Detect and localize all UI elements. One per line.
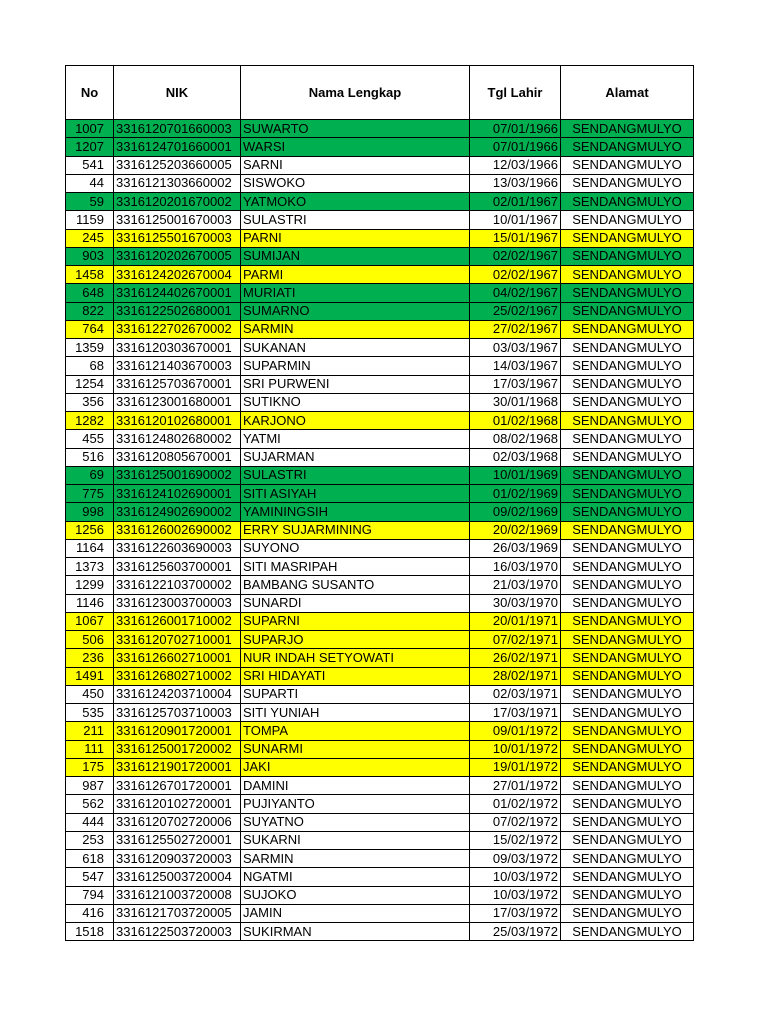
table-row (66, 558, 694, 576)
table-row (66, 685, 694, 703)
cell-alamat: SENDANGMULYO (561, 722, 694, 740)
cell-tgl-lahir: 26/03/1969 (470, 539, 561, 557)
cell-tgl-lahir: 16/03/1970 (470, 558, 561, 576)
cell-nama: SISWOKO (241, 174, 470, 192)
cell-nik: 3316122603690003 (114, 539, 241, 557)
cell-alamat: SENDANGMULYO (561, 594, 694, 612)
cell-no: 822 (66, 302, 114, 320)
cell-nama: BAMBANG SUSANTO (241, 576, 470, 594)
cell-alamat: SENDANGMULYO (561, 539, 694, 557)
table-row (66, 503, 694, 521)
cell-nik: 3316120102720001 (114, 795, 241, 813)
cell-tgl-lahir: 07/02/1972 (470, 813, 561, 831)
cell-nik: 3316125501670003 (114, 229, 241, 247)
cell-no: 111 (66, 740, 114, 758)
cell-tgl-lahir: 01/02/1968 (470, 412, 561, 430)
cell-nama: SUKARNI (241, 831, 470, 849)
cell-alamat: SENDANGMULYO (561, 503, 694, 521)
cell-tgl-lahir: 12/03/1966 (470, 156, 561, 174)
cell-alamat: SENDANGMULYO (561, 667, 694, 685)
cell-no: 1067 (66, 612, 114, 630)
cell-alamat: SENDANGMULYO (561, 412, 694, 430)
header-tgl-lahir: Tgl Lahir (470, 66, 561, 120)
cell-alamat: SENDANGMULYO (561, 174, 694, 192)
cell-nik: 3316120805670001 (114, 448, 241, 466)
cell-tgl-lahir: 27/02/1967 (470, 320, 561, 338)
table-row (66, 612, 694, 630)
cell-alamat: SENDANGMULYO (561, 339, 694, 357)
cell-alamat: SENDANGMULYO (561, 138, 694, 156)
cell-nik: 3316124802680002 (114, 430, 241, 448)
cell-nik: 3316120701660003 (114, 120, 241, 138)
cell-nik: 3316125003720004 (114, 868, 241, 886)
cell-alamat: SENDANGMULYO (561, 631, 694, 649)
cell-tgl-lahir: 17/03/1971 (470, 704, 561, 722)
cell-tgl-lahir: 07/01/1966 (470, 120, 561, 138)
table-row (66, 740, 694, 758)
cell-no: 444 (66, 813, 114, 831)
cell-no: 236 (66, 649, 114, 667)
cell-tgl-lahir: 19/01/1972 (470, 758, 561, 776)
cell-nama: SARMIN (241, 320, 470, 338)
cell-alamat: SENDANGMULYO (561, 850, 694, 868)
table-row (66, 448, 694, 466)
table-row (66, 539, 694, 557)
cell-tgl-lahir: 15/01/1967 (470, 229, 561, 247)
cell-alamat: SENDANGMULYO (561, 393, 694, 411)
cell-alamat: SENDANGMULYO (561, 302, 694, 320)
cell-no: 253 (66, 831, 114, 849)
cell-alamat: SENDANGMULYO (561, 193, 694, 211)
cell-alamat: SENDANGMULYO (561, 813, 694, 831)
cell-nama: JAKI (241, 758, 470, 776)
table-row (66, 302, 694, 320)
cell-no: 175 (66, 758, 114, 776)
cell-tgl-lahir: 02/01/1967 (470, 193, 561, 211)
cell-no: 998 (66, 503, 114, 521)
cell-no: 1282 (66, 412, 114, 430)
cell-nama: SARMIN (241, 850, 470, 868)
cell-nama: PARMI (241, 266, 470, 284)
cell-nik: 3316120201670002 (114, 193, 241, 211)
cell-no: 1007 (66, 120, 114, 138)
cell-nik: 3316120903720003 (114, 850, 241, 868)
cell-alamat: SENDANGMULYO (561, 777, 694, 795)
cell-nik: 3316123001680001 (114, 393, 241, 411)
cell-nama: WARSI (241, 138, 470, 156)
cell-no: 1146 (66, 594, 114, 612)
cell-nik: 3316121403670003 (114, 357, 241, 375)
cell-tgl-lahir: 01/02/1969 (470, 485, 561, 503)
table-row (66, 813, 694, 831)
cell-no: 764 (66, 320, 114, 338)
cell-tgl-lahir: 10/01/1967 (470, 211, 561, 229)
cell-nama: SITI YUNIAH (241, 704, 470, 722)
cell-no: 1491 (66, 667, 114, 685)
cell-nik: 3316124203710004 (114, 685, 241, 703)
cell-no: 1299 (66, 576, 114, 594)
cell-nik: 3316122502680001 (114, 302, 241, 320)
table-row (66, 284, 694, 302)
cell-nama: SUMARNO (241, 302, 470, 320)
cell-alamat: SENDANGMULYO (561, 868, 694, 886)
cell-nama: ERRY SUJARMINING (241, 521, 470, 539)
cell-nama: KARJONO (241, 412, 470, 430)
cell-alamat: SENDANGMULYO (561, 795, 694, 813)
cell-tgl-lahir: 13/03/1966 (470, 174, 561, 192)
table-row (66, 904, 694, 922)
cell-nik: 3316126602710001 (114, 649, 241, 667)
cell-no: 987 (66, 777, 114, 795)
cell-no: 450 (66, 685, 114, 703)
cell-alamat: SENDANGMULYO (561, 558, 694, 576)
cell-tgl-lahir: 02/03/1968 (470, 448, 561, 466)
cell-alamat: SENDANGMULYO (561, 120, 694, 138)
cell-nama: SUNARMI (241, 740, 470, 758)
cell-tgl-lahir: 30/03/1970 (470, 594, 561, 612)
table-row (66, 120, 694, 138)
cell-nama: SULASTRI (241, 466, 470, 484)
table-row (66, 339, 694, 357)
cell-nama: NGATMI (241, 868, 470, 886)
cell-nik: 3316125001720002 (114, 740, 241, 758)
table-row (66, 466, 694, 484)
cell-nik: 3316120303670001 (114, 339, 241, 357)
cell-tgl-lahir: 07/02/1971 (470, 631, 561, 649)
header-nik: NIK (114, 66, 241, 120)
cell-alamat: SENDANGMULYO (561, 831, 694, 849)
cell-alamat: SENDANGMULYO (561, 904, 694, 922)
table-row (66, 393, 694, 411)
table-row (66, 357, 694, 375)
table-row (66, 375, 694, 393)
table-row (66, 521, 694, 539)
cell-no: 69 (66, 466, 114, 484)
cell-no: 1256 (66, 521, 114, 539)
cell-nama: SUYATNO (241, 813, 470, 831)
residents-table (65, 65, 694, 941)
cell-nama: TOMPA (241, 722, 470, 740)
cell-alamat: SENDANGMULYO (561, 229, 694, 247)
cell-nama: SITI MASRIPAH (241, 558, 470, 576)
cell-tgl-lahir: 27/01/1972 (470, 777, 561, 795)
cell-tgl-lahir: 26/02/1971 (470, 649, 561, 667)
cell-no: 59 (66, 193, 114, 211)
cell-no: 1207 (66, 138, 114, 156)
cell-tgl-lahir: 09/02/1969 (470, 503, 561, 521)
table-row (66, 156, 694, 174)
cell-tgl-lahir: 21/03/1970 (470, 576, 561, 594)
cell-nik: 3316125703670001 (114, 375, 241, 393)
cell-no: 455 (66, 430, 114, 448)
cell-nik: 3316124202670004 (114, 266, 241, 284)
header-row (66, 66, 694, 120)
cell-alamat: SENDANGMULYO (561, 357, 694, 375)
cell-no: 1458 (66, 266, 114, 284)
cell-tgl-lahir: 07/01/1966 (470, 138, 561, 156)
cell-nik: 3316125502720001 (114, 831, 241, 849)
cell-nik: 3316120901720001 (114, 722, 241, 740)
cell-tgl-lahir: 09/01/1972 (470, 722, 561, 740)
cell-tgl-lahir: 20/02/1969 (470, 521, 561, 539)
cell-alamat: SENDANGMULYO (561, 485, 694, 503)
table-body (66, 120, 694, 941)
cell-no: 648 (66, 284, 114, 302)
table-row (66, 594, 694, 612)
cell-alamat: SENDANGMULYO (561, 430, 694, 448)
cell-nik: 3316125603700001 (114, 558, 241, 576)
table-row (66, 868, 694, 886)
cell-no: 903 (66, 247, 114, 265)
cell-nama: SARNI (241, 156, 470, 174)
cell-alamat: SENDANGMULYO (561, 923, 694, 941)
cell-tgl-lahir: 17/03/1967 (470, 375, 561, 393)
cell-no: 794 (66, 886, 114, 904)
cell-nik: 3316122503720003 (114, 923, 241, 941)
cell-tgl-lahir: 02/02/1967 (470, 247, 561, 265)
table-row (66, 430, 694, 448)
table-row (66, 266, 694, 284)
cell-nik: 3316126001710002 (114, 612, 241, 630)
cell-no: 1254 (66, 375, 114, 393)
cell-alamat: SENDANGMULYO (561, 448, 694, 466)
cell-no: 356 (66, 393, 114, 411)
table-row (66, 667, 694, 685)
cell-tgl-lahir: 10/03/1972 (470, 886, 561, 904)
cell-nik: 3316125001690002 (114, 466, 241, 484)
cell-nama: SUPARJO (241, 631, 470, 649)
table-row (66, 211, 694, 229)
cell-nama: SUKANAN (241, 339, 470, 357)
cell-no: 516 (66, 448, 114, 466)
header-no: No (66, 66, 114, 120)
cell-nik: 3316126002690002 (114, 521, 241, 539)
cell-no: 245 (66, 229, 114, 247)
cell-nama: SUJOKO (241, 886, 470, 904)
table-row (66, 850, 694, 868)
cell-nama: SUWARTO (241, 120, 470, 138)
cell-nik: 3316126802710002 (114, 667, 241, 685)
table-row (66, 631, 694, 649)
cell-no: 541 (66, 156, 114, 174)
cell-nik: 3316122103700002 (114, 576, 241, 594)
table-row (66, 247, 694, 265)
cell-alamat: SENDANGMULYO (561, 375, 694, 393)
cell-tgl-lahir: 10/01/1969 (470, 466, 561, 484)
cell-nama: SRI HIDAYATI (241, 667, 470, 685)
table-row (66, 722, 694, 740)
table-header (66, 66, 694, 120)
cell-tgl-lahir: 25/03/1972 (470, 923, 561, 941)
cell-nama: SUPARNI (241, 612, 470, 630)
cell-nik: 3316125203660005 (114, 156, 241, 174)
cell-nama: SUJARMAN (241, 448, 470, 466)
header-nama-lengkap: Nama Lengkap (241, 66, 470, 120)
cell-tgl-lahir: 30/01/1968 (470, 393, 561, 411)
cell-no: 1518 (66, 923, 114, 941)
cell-nama: PUJIYANTO (241, 795, 470, 813)
cell-nik: 3316125703710003 (114, 704, 241, 722)
cell-no: 1164 (66, 539, 114, 557)
cell-nik: 3316120202670005 (114, 247, 241, 265)
cell-nama: JAMIN (241, 904, 470, 922)
cell-nik: 3316120102680001 (114, 412, 241, 430)
cell-nik: 3316124102690001 (114, 485, 241, 503)
cell-nama: SUMIJAN (241, 247, 470, 265)
cell-no: 618 (66, 850, 114, 868)
table-row (66, 923, 694, 941)
cell-nama: YAMININGSIH (241, 503, 470, 521)
cell-nik: 3316120702710001 (114, 631, 241, 649)
table-row (66, 777, 694, 795)
cell-tgl-lahir: 02/02/1967 (470, 266, 561, 284)
cell-nama: YATMOKO (241, 193, 470, 211)
cell-nama: SUNARDI (241, 594, 470, 612)
cell-no: 1373 (66, 558, 114, 576)
cell-alamat: SENDANGMULYO (561, 886, 694, 904)
cell-nama: PARNI (241, 229, 470, 247)
cell-no: 68 (66, 357, 114, 375)
cell-tgl-lahir: 25/02/1967 (470, 302, 561, 320)
header-alamat: Alamat (561, 66, 694, 120)
cell-tgl-lahir: 01/02/1972 (470, 795, 561, 813)
cell-alamat: SENDANGMULYO (561, 247, 694, 265)
cell-no: 211 (66, 722, 114, 740)
table-row (66, 576, 694, 594)
cell-no: 1359 (66, 339, 114, 357)
cell-no: 535 (66, 704, 114, 722)
cell-nik: 3316124902690002 (114, 503, 241, 521)
cell-nik: 3316124402670001 (114, 284, 241, 302)
cell-no: 562 (66, 795, 114, 813)
table-row (66, 485, 694, 503)
cell-nik: 3316123003700003 (114, 594, 241, 612)
cell-tgl-lahir: 15/02/1972 (470, 831, 561, 849)
cell-nama: SRI PURWENI (241, 375, 470, 393)
cell-no: 44 (66, 174, 114, 192)
cell-nik: 3316121003720008 (114, 886, 241, 904)
cell-nik: 3316122702670002 (114, 320, 241, 338)
cell-nama: SUYONO (241, 539, 470, 557)
cell-alamat: SENDANGMULYO (561, 521, 694, 539)
cell-nik: 3316124701660001 (114, 138, 241, 156)
table-row (66, 412, 694, 430)
table-row (66, 138, 694, 156)
table-row (66, 174, 694, 192)
cell-nik: 3316125001670003 (114, 211, 241, 229)
table-row (66, 886, 694, 904)
cell-alamat: SENDANGMULYO (561, 612, 694, 630)
cell-nama: SUPARMIN (241, 357, 470, 375)
cell-alamat: SENDANGMULYO (561, 266, 694, 284)
cell-alamat: SENDANGMULYO (561, 649, 694, 667)
cell-alamat: SENDANGMULYO (561, 156, 694, 174)
cell-tgl-lahir: 08/02/1968 (470, 430, 561, 448)
cell-no: 547 (66, 868, 114, 886)
table-row (66, 229, 694, 247)
cell-no: 416 (66, 904, 114, 922)
cell-nama: SULASTRI (241, 211, 470, 229)
cell-tgl-lahir: 03/03/1967 (470, 339, 561, 357)
table-row (66, 193, 694, 211)
cell-nama: YATMI (241, 430, 470, 448)
cell-nama: SUPARTI (241, 685, 470, 703)
cell-alamat: SENDANGMULYO (561, 284, 694, 302)
cell-nama: SUKIRMAN (241, 923, 470, 941)
cell-nik: 3316121303660002 (114, 174, 241, 192)
cell-nik: 3316126701720001 (114, 777, 241, 795)
cell-tgl-lahir: 04/02/1967 (470, 284, 561, 302)
cell-tgl-lahir: 14/03/1967 (470, 357, 561, 375)
cell-nama: NUR INDAH SETYOWATI (241, 649, 470, 667)
cell-nik: 3316121901720001 (114, 758, 241, 776)
table-row (66, 649, 694, 667)
cell-tgl-lahir: 17/03/1972 (470, 904, 561, 922)
table-row (66, 831, 694, 849)
cell-alamat: SENDANGMULYO (561, 211, 694, 229)
cell-tgl-lahir: 28/02/1971 (470, 667, 561, 685)
cell-nik: 3316120702720006 (114, 813, 241, 831)
table-row (66, 320, 694, 338)
cell-nama: DAMINI (241, 777, 470, 795)
cell-no: 506 (66, 631, 114, 649)
cell-alamat: SENDANGMULYO (561, 704, 694, 722)
cell-tgl-lahir: 09/03/1972 (470, 850, 561, 868)
cell-tgl-lahir: 10/03/1972 (470, 868, 561, 886)
cell-tgl-lahir: 10/01/1972 (470, 740, 561, 758)
cell-nama: SITI ASIYAH (241, 485, 470, 503)
cell-alamat: SENDANGMULYO (561, 685, 694, 703)
cell-alamat: SENDANGMULYO (561, 740, 694, 758)
cell-alamat: SENDANGMULYO (561, 758, 694, 776)
cell-nama: SUTIKNO (241, 393, 470, 411)
table-row (66, 704, 694, 722)
cell-alamat: SENDANGMULYO (561, 576, 694, 594)
cell-no: 1159 (66, 211, 114, 229)
cell-tgl-lahir: 02/03/1971 (470, 685, 561, 703)
cell-alamat: SENDANGMULYO (561, 320, 694, 338)
cell-nik: 3316121703720005 (114, 904, 241, 922)
cell-no: 775 (66, 485, 114, 503)
table-row (66, 795, 694, 813)
cell-nama: MURIATI (241, 284, 470, 302)
table-row (66, 758, 694, 776)
cell-tgl-lahir: 20/01/1971 (470, 612, 561, 630)
cell-alamat: SENDANGMULYO (561, 466, 694, 484)
